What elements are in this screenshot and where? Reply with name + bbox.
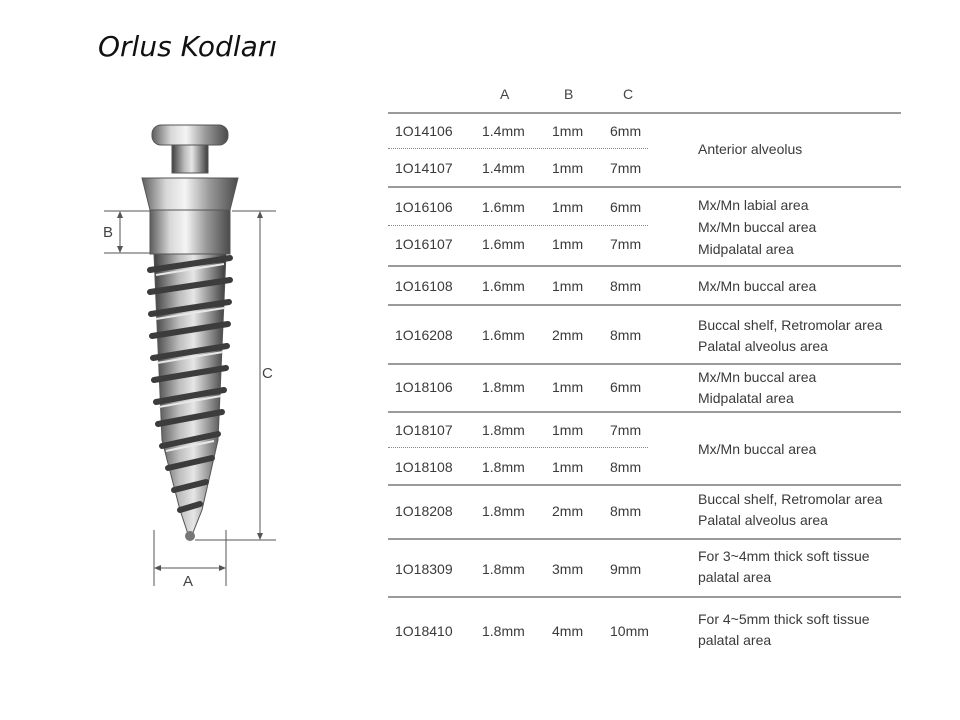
row-b: 2mm	[552, 327, 584, 343]
screw-collar	[150, 210, 230, 254]
usage-area-line: For 3~4mm thick soft tissue	[698, 548, 870, 564]
column-header-c: C	[623, 86, 634, 102]
row-c: 8mm	[610, 503, 642, 519]
row-c: 9mm	[610, 561, 642, 577]
row-c: 7mm	[610, 422, 642, 438]
dimension-a-label: A	[183, 573, 194, 590]
row-c: 7mm	[610, 160, 642, 176]
row-c: 8mm	[610, 327, 642, 343]
table-rule	[388, 484, 901, 486]
row-a: 1.6mm	[482, 278, 525, 294]
column-header-b: B	[564, 86, 574, 102]
row-a: 1.4mm	[482, 123, 525, 139]
row-code: 1O18208	[395, 503, 453, 519]
row-a: 1.8mm	[482, 503, 525, 519]
row-b: 1mm	[552, 422, 584, 438]
column-header-a: A	[500, 86, 510, 102]
row-a: 1.6mm	[482, 327, 525, 343]
row-code: 1O14107	[395, 160, 453, 176]
row-a: 1.6mm	[482, 236, 525, 252]
table-rule	[388, 363, 901, 365]
row-divider	[388, 225, 648, 226]
row-a: 1.8mm	[482, 623, 525, 639]
row-a: 1.4mm	[482, 160, 525, 176]
row-code: 1O18309	[395, 561, 453, 577]
table-rule	[388, 112, 901, 114]
row-c: 6mm	[610, 379, 642, 395]
row-c: 8mm	[610, 278, 642, 294]
usage-area-line: Palatal alveolus area	[698, 512, 828, 528]
row-code: 1O18106	[395, 379, 453, 395]
row-code: 1O18107	[395, 422, 453, 438]
row-a: 1.6mm	[482, 199, 525, 215]
table-rule	[388, 411, 901, 413]
row-b: 1mm	[552, 123, 584, 139]
usage-area-line: For 4~5mm thick soft tissue	[698, 611, 870, 627]
row-code: 1O18410	[395, 623, 453, 639]
row-code: 1O16107	[395, 236, 453, 252]
usage-area-line: Buccal shelf, Retromolar area	[698, 491, 883, 507]
usage-area	[698, 139, 908, 160]
row-code: 1O18108	[395, 459, 453, 475]
row-c: 7mm	[610, 236, 642, 252]
usage-area-line: palatal area	[698, 632, 772, 648]
usage-area-line: Midpalatal area	[698, 390, 794, 406]
row-b: 1mm	[552, 278, 584, 294]
row-b: 4mm	[552, 623, 584, 639]
table-rule	[388, 304, 901, 306]
row-a: 1.8mm	[482, 561, 525, 577]
table-rule	[388, 265, 901, 267]
row-c: 10mm	[610, 623, 649, 639]
usage-area	[698, 439, 908, 460]
row-divider	[388, 447, 648, 448]
row-divider	[388, 148, 648, 149]
usage-area	[698, 489, 908, 531]
page-title: Orlus Kodları	[98, 30, 278, 63]
row-a: 1.8mm	[482, 379, 525, 395]
row-b: 1mm	[552, 379, 584, 395]
usage-area	[698, 194, 908, 260]
row-c: 6mm	[610, 199, 642, 215]
usage-area-line: Midpalatal area	[698, 241, 794, 257]
row-b: 2mm	[552, 503, 584, 519]
screw-tip	[185, 531, 195, 541]
usage-area	[698, 609, 908, 651]
row-b: 1mm	[552, 199, 584, 215]
usage-area	[698, 367, 908, 409]
usage-area-line: Mx/Mn buccal area	[698, 441, 817, 457]
usage-area	[698, 276, 908, 297]
usage-area	[698, 546, 908, 588]
screw-neck	[172, 145, 208, 173]
row-c: 6mm	[610, 123, 642, 139]
table-rule	[388, 596, 901, 598]
screw-hex-collar	[142, 178, 238, 210]
table-rule	[388, 186, 901, 188]
usage-area	[698, 315, 908, 357]
row-b: 1mm	[552, 236, 584, 252]
row-b: 1mm	[552, 160, 584, 176]
usage-area-line: Mx/Mn buccal area	[698, 278, 817, 294]
row-b: 3mm	[552, 561, 584, 577]
usage-area-line: palatal area	[698, 569, 772, 585]
row-code: 1O14106	[395, 123, 453, 139]
row-b: 1mm	[552, 459, 584, 475]
mini-screw-illustration	[90, 110, 300, 600]
spec-table	[385, 80, 905, 660]
dimension-c-label: C	[262, 365, 273, 382]
row-a: 1.8mm	[482, 459, 525, 475]
row-code: 1O16108	[395, 278, 453, 294]
table-rule	[388, 538, 901, 540]
usage-area-line: Mx/Mn labial area	[698, 197, 809, 213]
usage-area-line: Anterior alveolus	[698, 141, 803, 157]
usage-area-line: Buccal shelf, Retromolar area	[698, 317, 883, 333]
row-a: 1.8mm	[482, 422, 525, 438]
usage-area-line: Mx/Mn buccal area	[698, 219, 817, 235]
usage-area-line: Mx/Mn buccal area	[698, 369, 817, 385]
row-code: 1O16208	[395, 327, 453, 343]
row-code: 1O16106	[395, 199, 453, 215]
dimension-b-label: B	[103, 224, 114, 241]
row-c: 8mm	[610, 459, 642, 475]
screw-head-top	[152, 125, 228, 145]
usage-area-line: Palatal alveolus area	[698, 338, 828, 354]
